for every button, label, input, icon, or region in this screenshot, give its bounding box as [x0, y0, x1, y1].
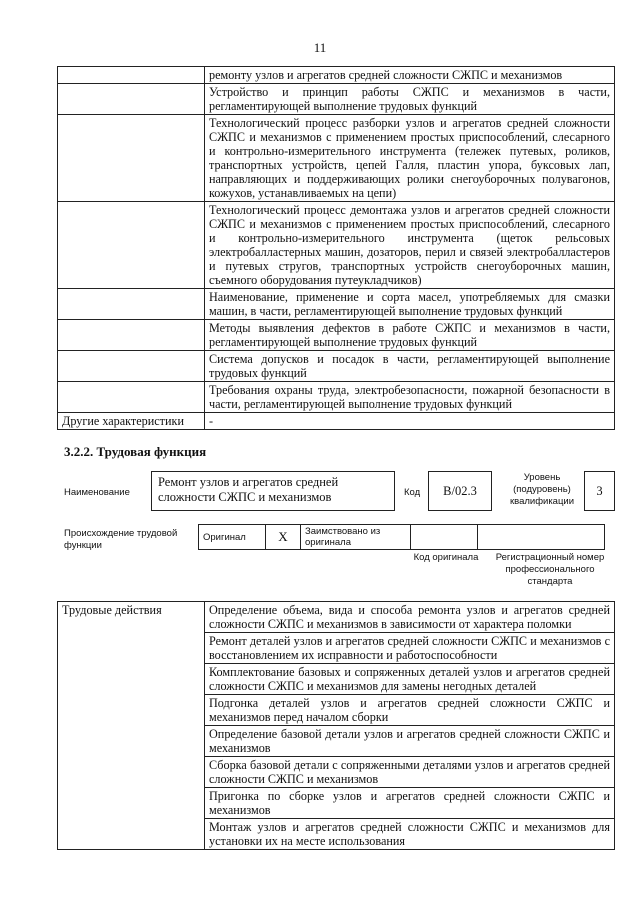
- action-item: Подгонка деталей узлов и агрегатов средней сложности СЖПС и механизмов перед началом сборки: [205, 695, 615, 726]
- row-text: -: [205, 413, 615, 430]
- row-text: Требования охраны труда, электробезопасности, пожарной безопасности в части, регламентирующей выполнение трудовых функций: [205, 382, 615, 413]
- section-heading: 3.2.2. Трудовая функция: [64, 444, 207, 459]
- table-row: [58, 351, 615, 382]
- knowledge-table: [57, 66, 615, 430]
- row-text: Методы выявления дефектов в работе СЖПС и механизмов в части, регламентирующей выполнение трудовых функций: [205, 320, 615, 351]
- level-box: 3: [584, 471, 615, 511]
- table-row: [58, 202, 615, 289]
- reg-number-caption: Регистрационный номер профессионального стандарта: [495, 552, 605, 587]
- function-name-box: Ремонт узлов и агрегатов средней сложности СЖПС и механизмов: [151, 471, 395, 511]
- row-label: [58, 382, 205, 413]
- action-item: Определение объема, вида и способа ремонта узлов и агрегатов средней сложности СЖПС и механизмов в зависимости от характера поломки: [205, 602, 615, 633]
- table-row: [58, 382, 615, 413]
- row-text: Устройство и принцип работы СЖПС и механизмов в части, регламентирующей выполнение трудовых функций: [205, 84, 615, 115]
- row-text: Технологический процесс разборки узлов и агрегатов средней сложности СЖПС и механизмов с применением простых приспособлений, слесарного и контрольно-измерительного инструмента (тележек путевых, роликов, транспортных устройств, цепей Галля, пластин упора, буксовых лап, направляющих и поддерживающих ролики снегоуборочных полувагонов, кожухов, устанавливаемых на цепи): [205, 115, 615, 202]
- row-label: [58, 84, 205, 115]
- level-label: Уровень (подуровень) квалификации: [509, 472, 575, 507]
- reg-number-cell: [478, 525, 605, 550]
- original-label: Оригинал: [199, 525, 266, 550]
- page-number: 11: [313, 40, 327, 55]
- code-original-caption: Код оригинала: [413, 552, 479, 563]
- action-item: Пригонка по сборке узлов и агрегатов средней сложности СЖПС и механизмов: [205, 788, 615, 819]
- row-text: Система допусков и посадок в части, регламентирующей выполнение трудовых функций: [205, 351, 615, 382]
- row-label: [58, 115, 205, 202]
- code-box: В/02.3: [428, 471, 492, 511]
- table-row: [58, 320, 615, 351]
- code-label: Код: [404, 487, 421, 498]
- row-text: Технологический процесс демонтажа узлов и агрегатов средней сложности СЖПС и механизмов с применением простых приспособлений, слесарного и контрольно-измерительного инструмента (щеток рельсовых электробалластерных машин, дозаторов, перил и связей электробалластеров и путевых стругов, транспортных устройств снегоуборочных машин, съемного оборудования путеукладчиков): [205, 202, 615, 289]
- table-row: [58, 413, 615, 430]
- action-item: Комплектование базовых и сопряженных деталей узлов и агрегатов средней сложности СЖПС и механизмов для замены негодных деталей: [205, 664, 615, 695]
- row-label: [58, 289, 205, 320]
- table-row: [58, 289, 615, 320]
- actions-label: Трудовые действия: [58, 602, 205, 850]
- action-item: Сборка базовой детали с сопряженными деталями узлов и агрегатов средней сложности СЖПС и механизмов: [205, 757, 615, 788]
- row-label: [58, 351, 205, 382]
- actions-table: [57, 601, 615, 850]
- origin-label: Происхождение трудовой функции: [64, 528, 178, 551]
- row-text: Наименование, применение и сорта масел, употребляемых для смазки машин, в части, регламентирующей выполнение трудовых функций: [205, 289, 615, 320]
- borrowed-label: Заимствовано из оригинала: [301, 525, 411, 550]
- origin-table: [198, 524, 605, 550]
- code-original-cell: [411, 525, 478, 550]
- row-label: [58, 67, 205, 84]
- name-label: Наименование: [64, 487, 130, 498]
- original-mark: X: [266, 525, 301, 550]
- row-label: Другие характеристики: [58, 413, 205, 430]
- table-row: [58, 67, 615, 84]
- row-label: [58, 320, 205, 351]
- table-row: [58, 115, 615, 202]
- row-text: ремонту узлов и агрегатов средней сложности СЖПС и механизмов: [205, 67, 615, 84]
- row-label: [58, 202, 205, 289]
- action-item: Ремонт деталей узлов и агрегатов средней сложности СЖПС и механизмов с восстановлением их исправности и работоспособности: [205, 633, 615, 664]
- table-row: [58, 602, 615, 633]
- table-row: [58, 84, 615, 115]
- action-item: Определение базовой детали узлов и агрегатов средней сложности СЖПС и механизмов: [205, 726, 615, 757]
- action-item: Монтаж узлов и агрегатов средней сложности СЖПС и механизмов для установки их на месте использования: [205, 819, 615, 850]
